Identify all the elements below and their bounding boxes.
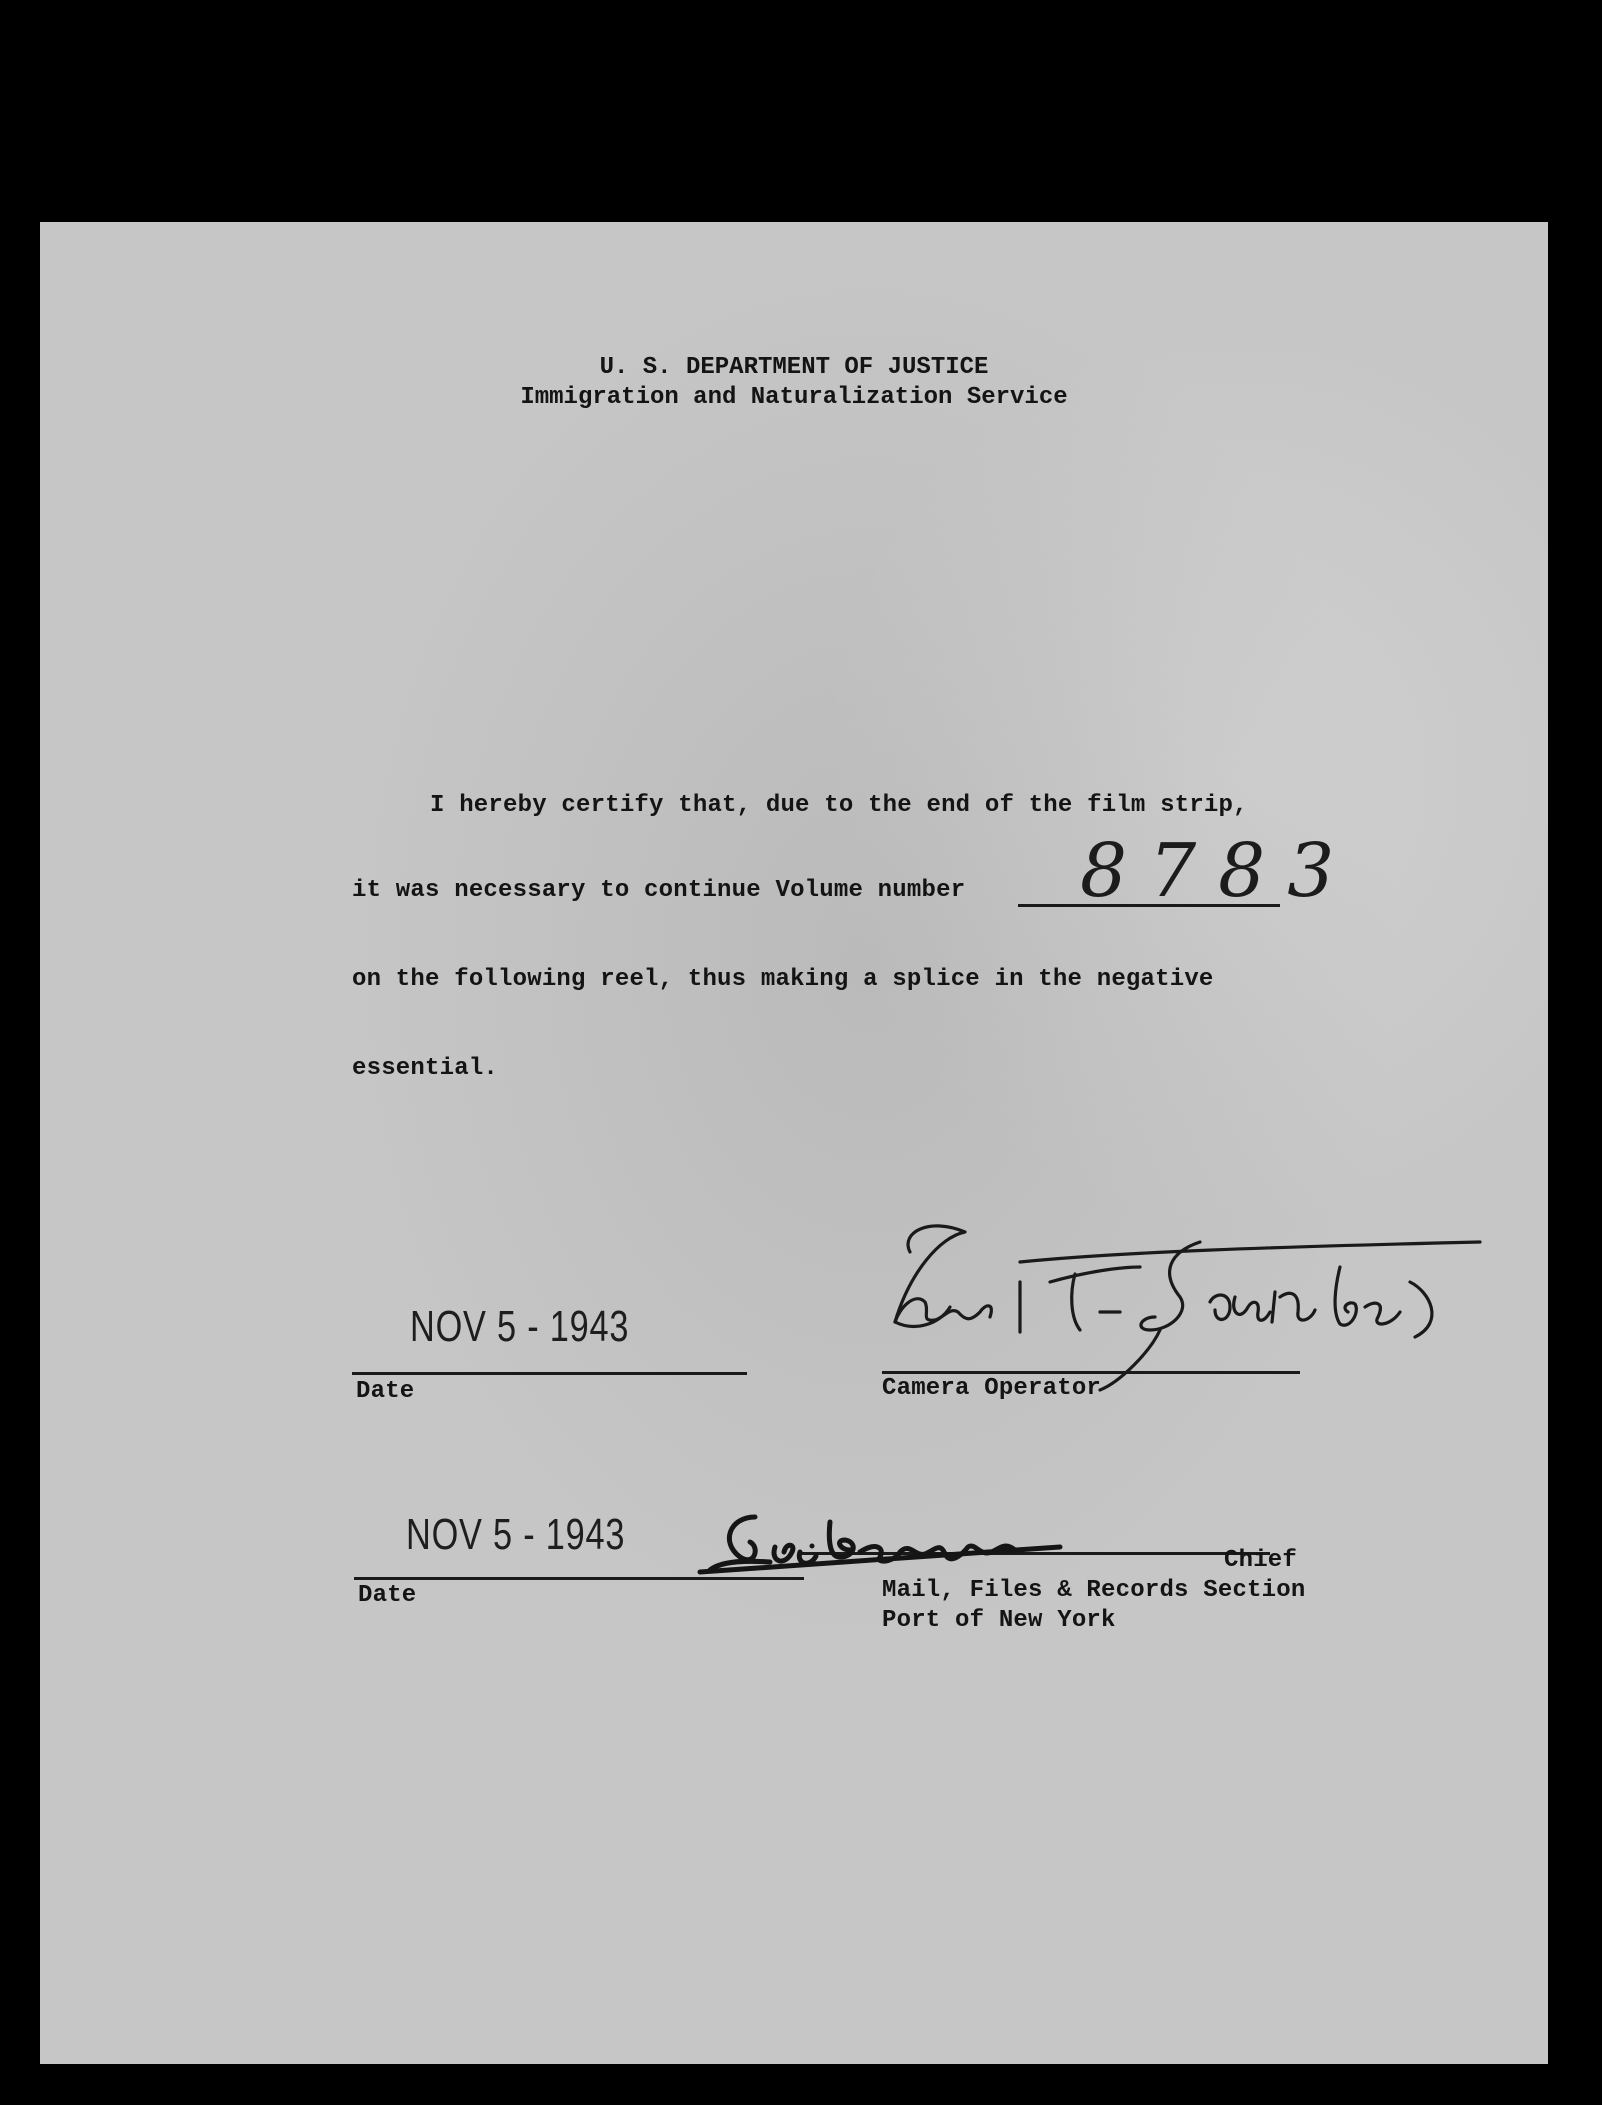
department-heading: U. S. DEPARTMENT OF JUSTICE bbox=[599, 354, 989, 381]
camera-operator-title: Camera Operator bbox=[882, 1375, 1102, 1402]
chief-section-title: Mail, Files & Records Section bbox=[882, 1577, 1306, 1604]
service-heading: Immigration and Naturalization Service bbox=[520, 384, 1068, 411]
volume-number-handwritten: 8783 bbox=[1080, 828, 1357, 914]
camera-operator-signature bbox=[870, 1212, 1470, 1402]
chief-title: Chief bbox=[1224, 1547, 1298, 1574]
certificate-line-2: it was necessary to continue Volume number bbox=[352, 877, 966, 904]
camera-operator-date-line bbox=[352, 1372, 747, 1375]
chief-port-title: Port of New York bbox=[882, 1607, 1116, 1634]
certificate-line-1: I hereby certify that, due to the end of the film strip, bbox=[430, 792, 1248, 819]
chief-signature bbox=[700, 1502, 1260, 1592]
certificate-line-4: essential. bbox=[352, 1055, 499, 1082]
chief-date-stamp: NOV 5 - 1943 bbox=[406, 1510, 626, 1559]
chief-date-label: Date bbox=[358, 1582, 417, 1609]
camera-operator-date-stamp: NOV 5 - 1943 bbox=[410, 1302, 630, 1351]
camera-operator-date-label: Date bbox=[356, 1378, 415, 1405]
document-page bbox=[40, 222, 1548, 2064]
certificate-line-3: on the following reel, thus making a splice in the negative bbox=[352, 966, 1214, 993]
